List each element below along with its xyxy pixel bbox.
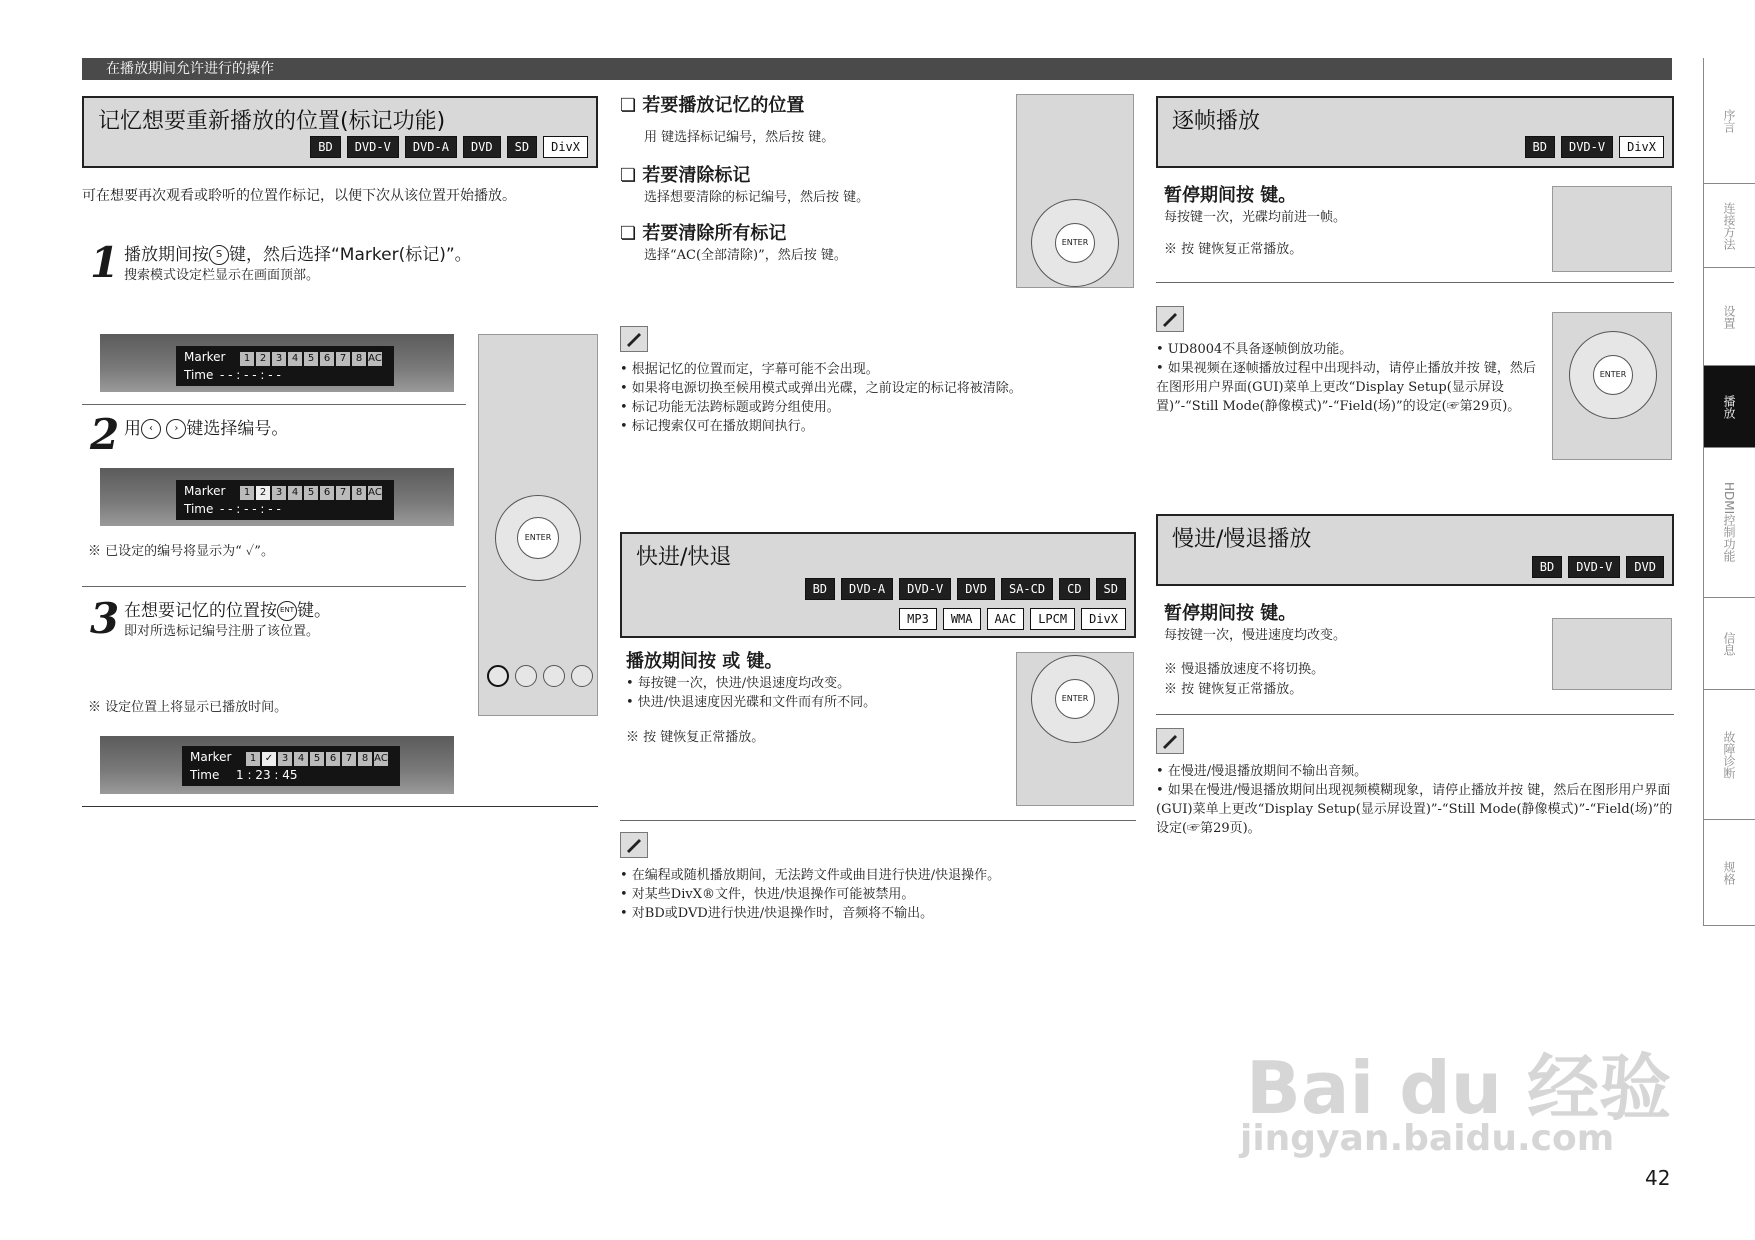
frame-heading: 暂停期间按 键。 bbox=[1164, 185, 1297, 206]
ff-title-box bbox=[620, 532, 1136, 638]
slow-resume-1: ※ 慢退播放速度不将切换。 bbox=[1164, 662, 1325, 677]
sidebar-tab[interactable]: 规格 bbox=[1703, 820, 1755, 926]
marker-slot: 1 bbox=[246, 752, 260, 766]
marker-slot: 5 bbox=[310, 752, 324, 766]
marker-slot: AC bbox=[368, 353, 382, 364]
slow-heading: 暂停期间按 键。 bbox=[1164, 603, 1297, 624]
marker-slot: 6 bbox=[320, 486, 334, 500]
marker-slot: ✓ bbox=[262, 752, 276, 766]
note-item: • UD8004不具备逐帧倒放功能。 bbox=[1156, 342, 1353, 357]
format-badge: MP3 bbox=[899, 608, 937, 630]
sidebar-tab[interactable]: 连接方法 bbox=[1703, 184, 1755, 268]
marker-slot: 7 bbox=[342, 752, 356, 766]
format-badge: BD bbox=[805, 578, 835, 600]
marker-intro: 可在想要再次观看或聆听的位置作标记，以便下次从该位置开始播放。 bbox=[82, 188, 516, 204]
format-badge: BD bbox=[1532, 556, 1562, 578]
marker-slot: 7 bbox=[336, 352, 350, 366]
step1-sub: 搜索模式设定栏显示在画面顶部。 bbox=[124, 268, 320, 283]
pencil-note-icon bbox=[620, 326, 648, 352]
recall-text-2: 选择想要清除的标记编号，然后按 键。 bbox=[644, 190, 870, 205]
marker-screen-2: Marker 1 2 3 4 5 6 7 8 AC Time - - : - - : - - bbox=[100, 468, 454, 526]
marker-slot: AC bbox=[368, 487, 382, 498]
recall-heading-3: ❏ 若要清除所有标记 bbox=[620, 223, 787, 244]
format-badge: DVD-V bbox=[1568, 556, 1620, 578]
format-badge: DVD bbox=[1626, 556, 1664, 578]
note-item: • 在编程或随机播放期间，无法跨文件或曲目进行快进/快退操作。 bbox=[620, 868, 1001, 883]
frame-notes bbox=[1156, 340, 1544, 416]
format-badge: SD bbox=[1096, 578, 1126, 600]
format-badge: DivX bbox=[1081, 608, 1126, 630]
remote-control-illustration-4 bbox=[1552, 186, 1672, 272]
marker-slot: AC bbox=[374, 753, 388, 764]
format-badge: BD bbox=[1525, 136, 1555, 158]
ff-notes bbox=[620, 866, 1140, 923]
note-item: • 如果将电源切换至候用模式或弹出光碟，之前设定的标记将被清除。 bbox=[620, 381, 1022, 396]
step3-text: 在想要记忆的位置按 ENT 键。 即对所选标记编号注册了该位置。 bbox=[124, 600, 464, 641]
marker-slot: 6 bbox=[326, 752, 340, 766]
marker-slot: 3 bbox=[278, 752, 292, 766]
frame-title-box bbox=[1156, 96, 1674, 168]
recall-notes bbox=[620, 360, 1140, 436]
marker-slot: 3 bbox=[272, 352, 286, 366]
right-key-icon: › bbox=[166, 419, 186, 439]
format-badge: DivX bbox=[543, 136, 588, 158]
format-badge: DVD-A bbox=[841, 578, 893, 600]
sidebar-tab[interactable]: 序言 bbox=[1703, 58, 1755, 184]
sidebar-tab[interactable]: 故障诊断 bbox=[1703, 690, 1755, 820]
note-item: • 在慢进/慢退播放期间不输出音频。 bbox=[1156, 764, 1368, 779]
note-item: • 对BD或DVD进行快进/快退操作时，音频将不输出。 bbox=[620, 906, 934, 921]
screen1-marker-row: Marker 1 2 3 4 5 6 7 8 AC bbox=[184, 350, 382, 364]
frame-resume: ※ 按 键恢复正常播放。 bbox=[1164, 242, 1303, 257]
format-badge: DVD-V bbox=[899, 578, 951, 600]
pencil-note-icon-2 bbox=[620, 832, 648, 858]
marker-slot: 4 bbox=[288, 352, 302, 366]
baidu-watermark: Bai du 经验 bbox=[1246, 1046, 1672, 1130]
slow-title: 慢进/慢退播放 bbox=[1172, 527, 1312, 552]
pencil-note-icon-3 bbox=[1156, 306, 1184, 332]
note-item: • 如果在慢进/慢退播放期间出现视频模糊现象，请停止播放并按 键，然后在图形用户界面(GUI)菜单上更改“Display Setup(显示屏设置)”-“Still Mode(静像模式)”-“Field(场)”的设定(☞第29页)。 bbox=[1156, 783, 1673, 836]
format-badge: DVD bbox=[957, 578, 995, 600]
left-key-icon: ‹ bbox=[141, 419, 161, 439]
section-header-bar: 在播放期间允许进行的操作 bbox=[82, 58, 1672, 80]
search-key-icon: S bbox=[209, 245, 229, 265]
remote-control-illustration-2: ENTER bbox=[1016, 94, 1134, 288]
slow-line: 每按键一次，慢进速度均改变。 bbox=[1164, 628, 1347, 643]
page-number: 42 bbox=[1645, 1166, 1671, 1190]
ff-lines bbox=[626, 674, 1006, 712]
note-item: • 快进/快退速度因光碟和文件而有所不同。 bbox=[626, 695, 877, 710]
ff-title: 快进/快退 bbox=[636, 545, 732, 570]
marker-slot: 2 bbox=[256, 352, 270, 366]
step1-number: 1 bbox=[90, 238, 120, 287]
sidebar-tab[interactable]: 设置 bbox=[1703, 268, 1755, 366]
sidebar-tab[interactable]: 播放 bbox=[1703, 366, 1755, 448]
slow-notes bbox=[1156, 762, 1674, 838]
frame-line: 每按键一次，光碟均前进一帧。 bbox=[1164, 210, 1347, 225]
marker-slot: 1 bbox=[240, 486, 254, 500]
marker-slot: 8 bbox=[352, 486, 366, 500]
pencil-note-icon-4 bbox=[1156, 728, 1184, 754]
marker-slot: 8 bbox=[358, 752, 372, 766]
marker-title-box bbox=[82, 96, 598, 168]
ff-resume: ※ 按 键恢复正常播放。 bbox=[626, 730, 765, 745]
step3-sub: 即对所选标记编号注册了该位置。 bbox=[124, 624, 320, 639]
step3-number: 3 bbox=[90, 594, 120, 643]
marker-screen-3: Marker 1 ✓ 3 4 5 6 7 8 AC Time 1 : 23 : 45 bbox=[100, 736, 454, 794]
remote-control-illustration-3: ENTER bbox=[1016, 652, 1134, 806]
note-item: • 如果视频在逐帧播放过程中出现抖动，请停止播放并按 键，然后在图形用户界面(GUI)菜单上更改“Display Setup(显示屏设置)”-“Still Mode(静像模式)”-“Field(场)”的设定(☞第29页)。 bbox=[1156, 361, 1536, 414]
step1-label: 播放期间按 bbox=[124, 245, 209, 265]
recall-text-3: 选择“AC(全部清除)”，然后按 键。 bbox=[644, 248, 847, 263]
remote-control-illustration: ENTER bbox=[478, 334, 598, 716]
format-badge: BD bbox=[310, 136, 340, 158]
marker-slot: 5 bbox=[304, 486, 318, 500]
marker-slot: 6 bbox=[320, 352, 334, 366]
marker-slot: 2 bbox=[256, 486, 270, 500]
marker-slot: 8 bbox=[352, 352, 366, 366]
sidebar-tab[interactable]: HDMI控制功能 bbox=[1703, 448, 1755, 598]
step3-note: ※ 设定位置上将显示已播放时间。 bbox=[88, 700, 288, 715]
slow-title-box bbox=[1156, 514, 1674, 586]
recall-heading-1: ❏ 若要播放记忆的位置 bbox=[620, 95, 805, 116]
marker-slot: 4 bbox=[294, 752, 308, 766]
note-item: • 每按键一次，快进/快退速度均改变。 bbox=[626, 676, 851, 691]
step2-text: 用 ‹ › 键选择编号。 bbox=[124, 419, 289, 439]
marker-title: 记忆想要重新播放的位置(标记功能) bbox=[98, 109, 446, 134]
note-item: • 标记搜索仅可在播放期间执行。 bbox=[620, 419, 814, 434]
enter-key-icon: ENT bbox=[277, 601, 297, 621]
format-badge: DVD-V bbox=[1561, 136, 1613, 158]
marker-badges bbox=[310, 136, 588, 158]
frame-title: 逐帧播放 bbox=[1172, 109, 1261, 134]
format-badge: SA-CD bbox=[1001, 578, 1053, 600]
screen1-time-row: Time - - : - - : - - bbox=[184, 368, 281, 382]
format-badge: DVD-A bbox=[405, 136, 457, 158]
remote-control-illustration-6 bbox=[1552, 618, 1672, 690]
slow-resume-2: ※ 按 键恢复正常播放。 bbox=[1164, 682, 1303, 697]
marker-screen-1 bbox=[100, 334, 454, 392]
step1-text bbox=[124, 244, 594, 285]
format-badge: WMA bbox=[943, 608, 981, 630]
format-badge: LPCM bbox=[1030, 608, 1075, 630]
format-badge: AAC bbox=[987, 608, 1025, 630]
step1-after: 键，然后选择“Marker(标记)”。 bbox=[229, 245, 472, 265]
step2-note: ※ 已设定的编号将显示为“ ✓”。 bbox=[88, 544, 274, 559]
note-item: • 根据记忆的位置而定，字幕可能不会出现。 bbox=[620, 362, 879, 377]
marker-slot: 4 bbox=[288, 486, 302, 500]
marker-slot: 5 bbox=[304, 352, 318, 366]
format-badge: DVD bbox=[463, 136, 501, 158]
marker-slot: 3 bbox=[272, 486, 286, 500]
remote-control-illustration-5: ENTER bbox=[1552, 312, 1672, 460]
format-badge: DVD-V bbox=[347, 136, 399, 158]
format-badge: CD bbox=[1059, 578, 1089, 600]
baidu-watermark-url: jingyan.baidu.com bbox=[1240, 1118, 1615, 1159]
marker-slot: 7 bbox=[336, 486, 350, 500]
format-badge: DivX bbox=[1619, 136, 1664, 158]
note-item: • 标记功能无法跨标题或跨分组使用。 bbox=[620, 400, 840, 415]
note-item: • 对某些DivX®文件，快进/快退操作可能被禁用。 bbox=[620, 887, 915, 902]
marker-slot: 1 bbox=[240, 352, 254, 366]
sidebar-tab[interactable]: 信息 bbox=[1703, 598, 1755, 690]
format-badge: SD bbox=[507, 136, 537, 158]
step2-number: 2 bbox=[90, 410, 120, 459]
recall-text-1: 用 键选择标记编号，然后按 键。 bbox=[644, 130, 835, 145]
ff-heading: 播放期间按 或 键。 bbox=[626, 651, 783, 672]
recall-heading-2: ❏ 若要清除标记 bbox=[620, 165, 751, 186]
